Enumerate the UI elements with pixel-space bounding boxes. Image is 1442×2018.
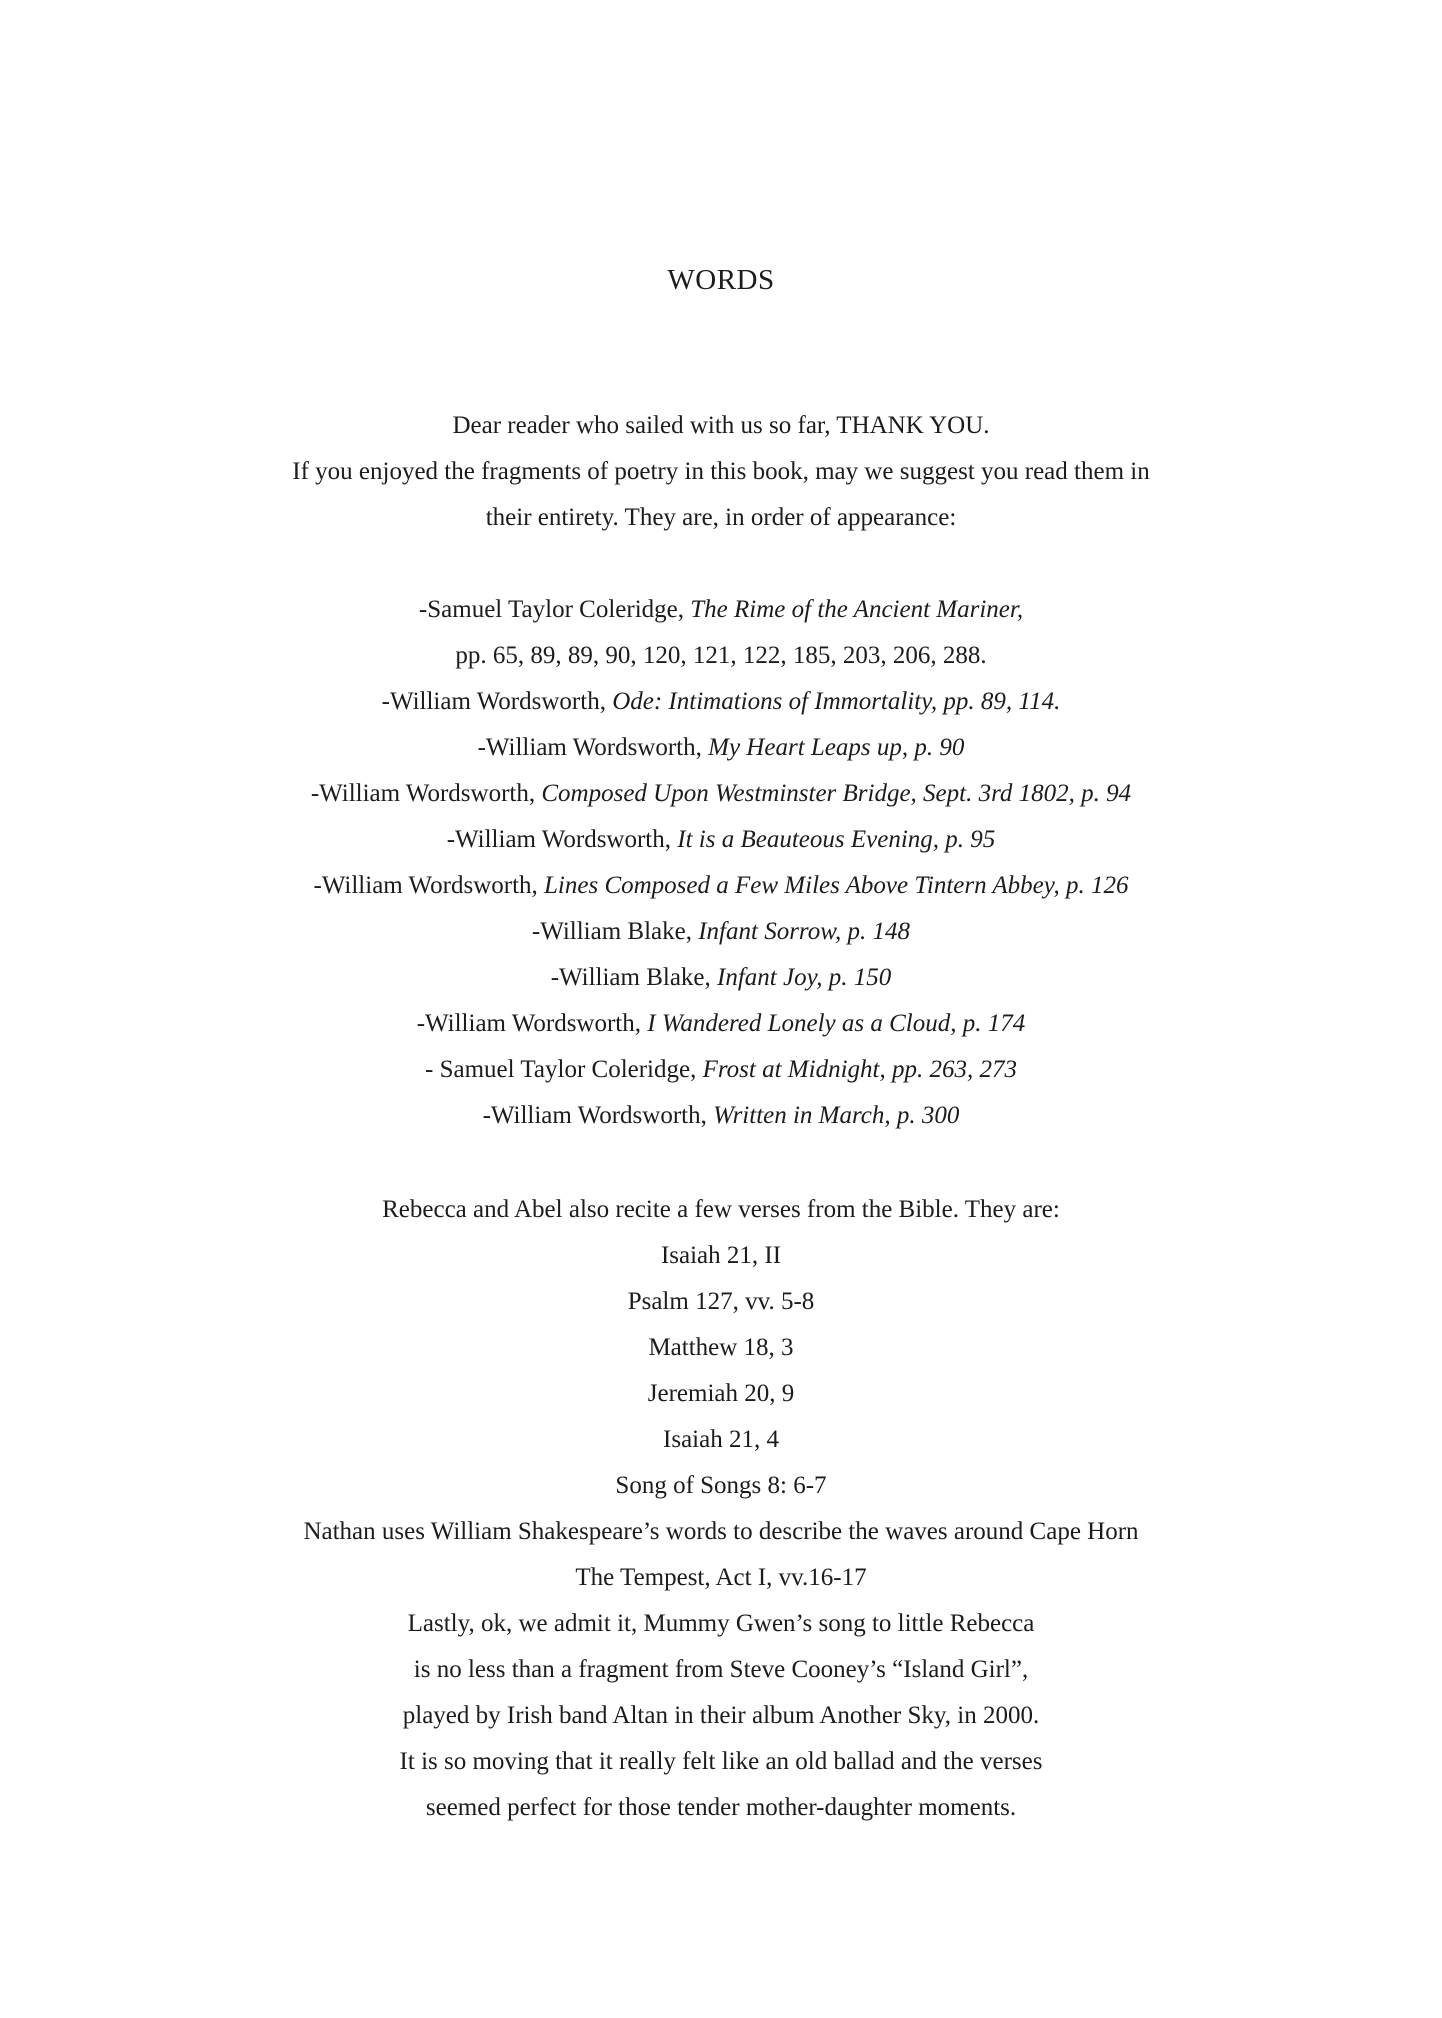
source-work: Written in March, p. 300 — [713, 1102, 960, 1129]
source-author: -William Wordsworth, — [310, 780, 542, 807]
source-author: -William Blake, — [550, 964, 718, 991]
source-work: Infant Sorrow, p. 148 — [698, 918, 911, 945]
verse-reference: Jeremiah 20, 9 — [647, 1380, 795, 1407]
source-work: Lines Composed a Few Miles Above Tintern Abbey, p. 126 — [544, 872, 1129, 899]
source-item — [0, 955, 1442, 1001]
shakespeare-reference: The Tempest, Act I, vv.16-17 — [575, 1564, 867, 1591]
source-item — [0, 771, 1442, 817]
closing-line: It is so moving that it really felt like an old ballad and the verses — [399, 1748, 1043, 1775]
verse-reference: Isaiah 21, 4 — [663, 1426, 779, 1453]
source-author: -William Wordsworth, — [313, 872, 545, 899]
source-item — [0, 679, 1442, 725]
source-work: The Rime of the Ancient Mariner, — [690, 596, 1024, 623]
intro-paragraph — [0, 403, 1442, 541]
closing-line: played by Irish band Altan in their album Another Sky, in 2000. — [402, 1702, 1040, 1729]
source-item — [0, 909, 1442, 955]
source-item — [0, 633, 1442, 679]
bible-intro-line: Rebecca and Abel also recite a few verses from the Bible. They are: — [382, 1196, 1060, 1223]
source-work: I Wandered Lonely as a Cloud, p. 174 — [647, 1010, 1026, 1037]
source-author: -Samuel Taylor Coleridge, — [418, 596, 691, 623]
source-author: - Samuel Taylor Coleridge, — [425, 1056, 703, 1083]
source-item — [0, 817, 1442, 863]
source-work: Ode: Intimations of Immortality, pp. 89, 114. — [612, 688, 1061, 715]
closing-line: Lastly, ok, we admit it, Mummy Gwen’s song to little Rebecca — [407, 1610, 1035, 1637]
source-author: -William Wordsworth, — [477, 734, 709, 761]
bible-and-other-references — [0, 1187, 1442, 1831]
source-item — [0, 1047, 1442, 1093]
shakespeare-note: Nathan uses William Shakespeare’s words to describe the waves around Cape Horn — [303, 1518, 1139, 1545]
page-title: WORDS — [667, 264, 775, 296]
source-author: -William Wordsworth, — [482, 1102, 714, 1129]
source-item — [0, 863, 1442, 909]
intro-line: Dear reader who sailed with us so far, THANK YOU. — [452, 412, 990, 439]
source-item — [0, 725, 1442, 771]
source-author: -William Wordsworth, — [416, 1010, 648, 1037]
verse-reference: Psalm 127, vv. 5-8 — [627, 1288, 815, 1315]
verse-reference: Matthew 18, 3 — [648, 1334, 794, 1361]
source-item — [0, 1093, 1442, 1139]
source-author: -William Wordsworth, — [381, 688, 613, 715]
source-work: My Heart Leaps up, p. 90 — [708, 734, 965, 761]
verse-reference: Song of Songs 8: 6-7 — [615, 1472, 827, 1499]
closing-line: seemed perfect for those tender mother-daughter moments. — [425, 1794, 1017, 1821]
source-work: It is a Beauteous Evening, p. 95 — [677, 826, 996, 853]
source-item — [0, 587, 1442, 633]
verse-reference: Isaiah 21, II — [660, 1242, 782, 1269]
intro-line: their entirety. They are, in order of appearance: — [485, 504, 957, 531]
source-work: Frost at Midnight, pp. 263, 273 — [702, 1056, 1017, 1083]
source-author: pp. 65, 89, 89, 90, 120, 121, 122, 185, 203, 206, 288. — [455, 642, 987, 669]
source-work: Composed Upon Westminster Bridge, Sept. 3rd 1802, p. 94 — [541, 780, 1132, 807]
source-author: -William Blake, — [531, 918, 699, 945]
source-item — [0, 1001, 1442, 1047]
source-author: -William Wordsworth, — [446, 826, 678, 853]
source-work: Infant Joy, p. 150 — [717, 964, 892, 991]
intro-line: If you enjoyed the fragments of poetry in this book, may we suggest you read them in — [292, 458, 1150, 485]
closing-line: is no less than a fragment from Steve Cooney’s “Island Girl”, — [413, 1656, 1029, 1683]
poetry-sources-list — [0, 587, 1442, 1139]
